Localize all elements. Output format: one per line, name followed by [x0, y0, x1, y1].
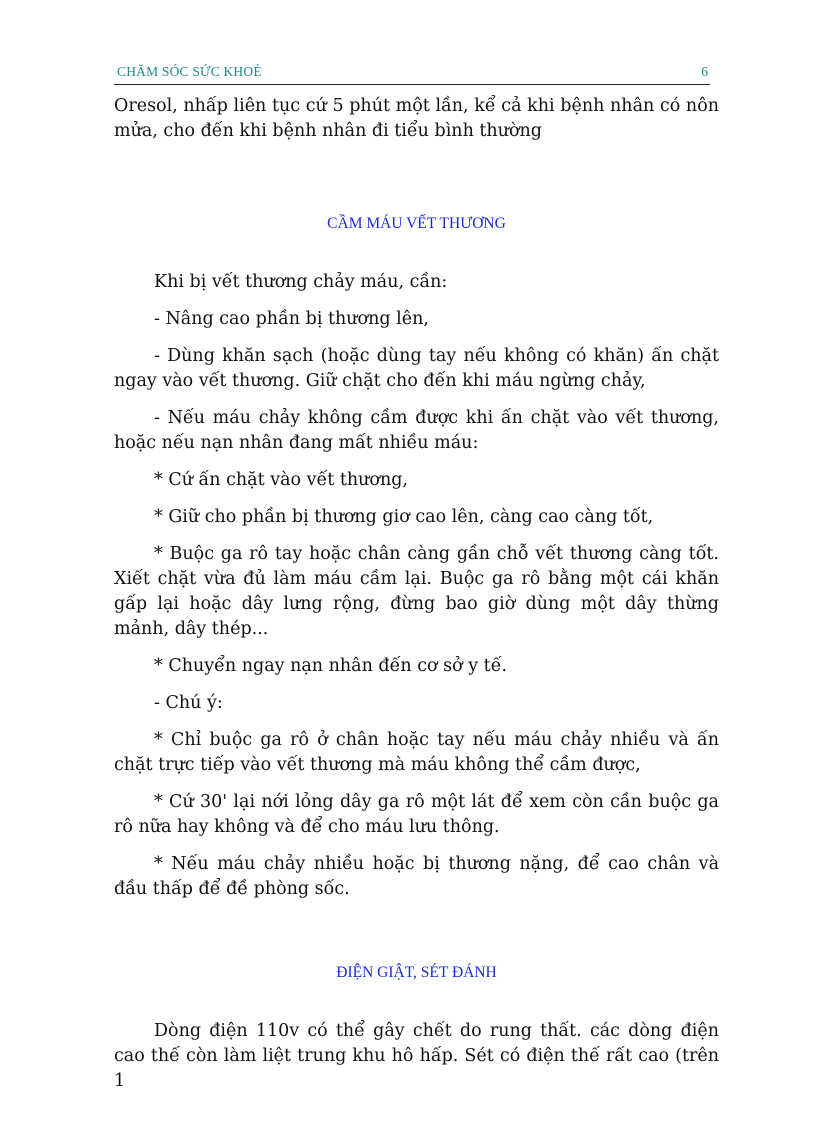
paragraph: * Chuyển ngay nạn nhân đến cơ sở y tế. — [154, 656, 508, 676]
paragraph: - Nếu máu chảy không cầm được khi ấn chặt vào vết thương, hoặc nếu nạn nhân đang mất nhiều máu: — [114, 408, 719, 453]
page-number: 6 — [701, 64, 708, 79]
header-title: CHĂM SÓC SỨC KHOẺ — [117, 64, 262, 79]
paragraph: * Nếu máu chảy nhiều hoặc bị thương nặng, để cao chân và đầu thấp để đề phòng sốc. — [114, 854, 719, 899]
paragraph: * Giữ cho phần bị thương giơ cao lên, càng cao càng tốt, — [154, 507, 654, 527]
paragraph: - Nâng cao phần bị thương lên, — [154, 309, 429, 329]
paragraph: - Dùng khăn sạch (hoặc dùng tay nếu không có khăn) ấn chặt ngay vào vết thương. Giữ chặt cho đến khi máu ngừng chảy, — [114, 346, 719, 391]
paragraph: * Chỉ buộc ga rô ở chân hoặc tay nếu máu chảy nhiều và ấn chặt trực tiếp vào vết thương mà máu không thể cầm được, — [114, 730, 719, 775]
paragraph: Khi bị vết thương chảy máu, cần: — [154, 272, 448, 292]
paragraph: Dòng điện 110v có thể gây chết do rung thất. các dòng điện cao thế còn làm liệt trung khu hô hấp. Sét có điện thế rất cao (trên 1 — [114, 1021, 719, 1091]
paragraph: - Chú ý: — [154, 693, 223, 713]
section-heading-bleeding: CẦM MÁU VẾT THƯƠNG — [327, 215, 506, 232]
paragraph: * Buộc ga rô tay hoặc chân càng gần chỗ vết thương càng tốt. Xiết chặt vừa đủ làm máu cầm lại. Buộc ga rô bằng một cái khăn gấp lại hoặc dây lưng rộng, đừng bao giờ dùng một dây thừng mảnh, dây thép... — [114, 544, 719, 639]
paragraph: * Cứ 30' lại nới lỏng dây ga rô một lát để xem còn cần buộc ga rô nữa hay không và để cho máu lưu thông. — [114, 792, 719, 837]
running-header — [114, 62, 710, 85]
intro-paragraph: Oresol, nhấp liên tục cứ 5 phút một lần, kể cả khi bệnh nhân có nôn mửa, cho đến khi bệnh nhân đi tiểu bình thường — [114, 96, 719, 141]
paragraph: * Cứ ấn chặt vào vết thương, — [154, 470, 409, 490]
page-body — [114, 94, 719, 1094]
section-heading-electric-shock: ĐIỆN GIẬT, SÉT ĐÁNH — [336, 964, 497, 981]
